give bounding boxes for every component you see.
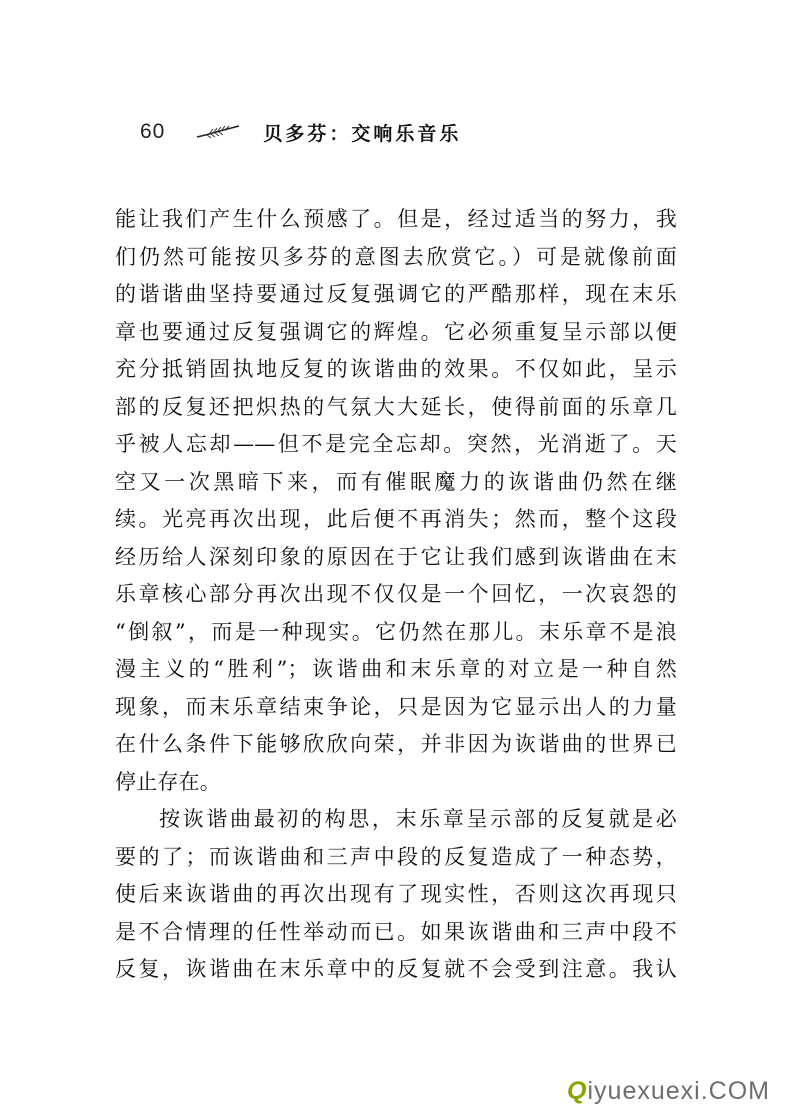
- text-line: 部的反复还把炽热的气氛大大延长，使得前面的乐章几: [115, 394, 677, 419]
- text-line: 按诙谐曲最初的构思，末乐章呈示部的反复就是必: [159, 807, 677, 831]
- text-line: 使后来诙谐曲的再次出现有了现实性，否则这次再现只: [115, 882, 677, 906]
- running-title: 贝多芬：交响乐音乐: [263, 122, 462, 145]
- watermark: [567, 1077, 770, 1106]
- text-line: 要的了；而诙谐曲和三声中段的反复造成了一种态势，: [115, 844, 677, 869]
- text-line: 漫主义的“胜利”；诙谐曲和末乐章的对立是一种自然: [115, 657, 677, 681]
- text-line: 是不合情理的任性举动而已。如果诙谐曲和三声中段不: [115, 919, 677, 944]
- text-line: 们仍然可能按贝多芬的意图去欣赏它。）可是就像前面: [115, 244, 677, 269]
- text-line: 反复，诙谐曲在末乐章中的反复就不会受到注意。我认: [115, 957, 677, 981]
- text-line: 能让我们产生什么预感了。但是，经过适当的努力，我: [115, 207, 677, 231]
- watermark-text: iyuexuexi.COM: [587, 1077, 770, 1105]
- text-line: 充分抵销固执地反复的诙谐曲的效果。不仅如此，呈示: [115, 357, 677, 381]
- text-line: 乐章核心部分再次出现不仅仅是一个回忆，一次哀怨的: [115, 582, 677, 606]
- text-line: 在什么条件下能够欣欣向荣，并非因为诙谐曲的世界已: [115, 732, 677, 756]
- text-line: 空又一次黑暗下来，而有催眠魔力的诙谐曲仍然在继: [115, 469, 677, 494]
- text-line: “倒叙”，而是一种现实。它仍然在那儿。末乐章不是浪: [115, 619, 677, 644]
- text-line: 经历给人深刻印象的原因在于它让我们感到诙谐曲在末: [115, 544, 677, 569]
- text-line: 现象，而末乐章结束争论，只是因为它显示出人的力量: [115, 694, 677, 719]
- text-line: 续。光亮再次出现，此后便不再消失；然而，整个这段: [115, 507, 677, 531]
- quill-ornament-icon: [195, 124, 241, 140]
- watermark-q: Q: [567, 1077, 588, 1105]
- text-line: 章也要通过反复强调它的辉煌。它必须重复呈示部以便: [115, 319, 677, 344]
- body-text: [115, 201, 677, 989]
- text-line: 乎被人忘却——但不是完全忘却。突然，光消逝了。天: [115, 432, 677, 456]
- page-header: [140, 116, 461, 148]
- text-line: 的谐谐曲坚持要通过反复强调它的严酷那样，现在末乐: [115, 282, 677, 306]
- text-line: 停止存在。: [115, 769, 221, 794]
- page-number: 60: [140, 120, 166, 143]
